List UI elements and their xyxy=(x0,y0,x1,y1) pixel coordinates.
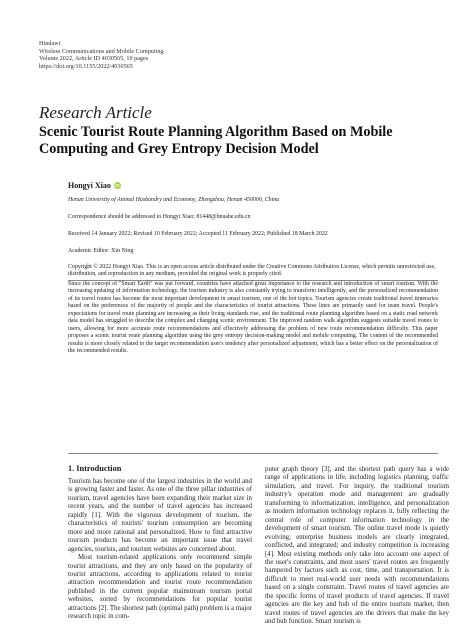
abstract: Since the concept of "Smart Earth" was put forward, countries have attached great importance to the research and introduction of smart tourism. With the increasing updating of information technology, the tourism industry is also constantly trying to transform intelligently, and the personalized recommendation of its travel routes has become the most important development in smart tourism, one of the hot topics. Tourism agencies create traditional travel itineraries based on the preferences of the majority of people and the characteristics of tourist attractions. These lines are primarily used for team travel. People's expectations for travel route planning are increasing as their living standards rise, and the traditional route planning algorithm based on a static road network data model has struggled to describe the complex and changing scenic environment. The improved random walk algorithm suggests suitable travel routes to users, allowing for more accurate route recommendations and effectively addressing the problem of new route recommendation difficulty. This paper proposes a scenic tourist route planning algorithm using the grey entropy decision-making model and mobile computing. The content of the recommended results is more closely related to the target recommendation user's tendency after personalized adjustment, which has a better effect on the personalization of the recommended results. xyxy=(68,281,438,355)
journal-name: Wireless Communications and Mobile Computing xyxy=(39,47,164,55)
right-column xyxy=(265,466,449,627)
publication-dates: Received 14 January 2022; Revised 10 February 2022; Accepted 11 February 2022; Published 18 March 2022 xyxy=(68,231,328,237)
journal-header xyxy=(39,40,164,70)
paper-title: Scenic Tourist Route Planning Algorithm Based on Mobile Computing and Grey Entropy Decision Model xyxy=(39,124,393,157)
academic-editor: Academic Editor: Xin Ning xyxy=(68,248,134,254)
correspondence: Correspondence should be addressed to Hongyi Xiao; 81448@hnuahe.edu.cn xyxy=(68,214,251,220)
section-title-introduction: 1. Introduction xyxy=(68,464,122,473)
affiliation: Henan University of Animal Husbandry and Economy, Zhengzhou, Henan 450000, China xyxy=(68,197,280,203)
left-column xyxy=(68,478,252,622)
publisher-name: Hindawi xyxy=(39,40,61,47)
orcid-icon[interactable]: iD xyxy=(115,183,120,188)
copyright-notice: Copyright © 2022 Hongyi Xiao. This is an open access article distributed under the Creative Commons Attribution License, which permits unrestricted use, distribution, and reproduction in any medium, provided the original work is properly cited. xyxy=(68,264,436,277)
paragraph: Most tourism-related applications only recommend simple tourist attractions, and they are only based on the popularity of tourist attractions, according to applications related to tourist attraction recommendation and tourist route recommendation published in the current popular mainstream tourism portal websites, sorted by recommendations for popular tourist attractions [2]. The shortest path (optimal path) problem is a major research topic in com- xyxy=(68,554,252,621)
article-kind: Research Article xyxy=(39,103,152,122)
author-row xyxy=(68,181,121,190)
volume-info: Volume 2022, Article ID 4030565, 10 pages xyxy=(39,55,149,63)
abstract-bottom-rule xyxy=(68,453,438,454)
doi-link[interactable]: https://doi.org/10.1155/2022/4030565 xyxy=(39,62,133,70)
paragraph: puter graph theory [3], and the shortest path query has a wide range of applications in life, including logistics planning, traffic simulation, and travel. For inquiry, the traditional tourism industry's operation mode and management are gradually transforming to informatization, intelligence, and personalization as modern information technology replaces it, fully reflecting the central role of computer information technology in the development of smart tourism. The online travel mode is quietly evolving; enterprise business models are clearly integrated, conflicted, and integrated; and industry competition is increasing [4]. Most existing methods only take into account one aspect of the user's constraints, and most users' travel routes are frequently hampered by factors such as cost, time, and transportation. It is difficult to meet real-world user needs with recommendations based on a single constraint. Travel routes of travel agencies are the specific forms of travel products of travel agencies. If travel agencies are the key and hub of the entire tourism market, then travel routes of travel agencies are the drivers that make the key and hub function. Smart tourism is xyxy=(265,466,449,626)
paragraph: Tourism has become one of the largest industries in the world and is growing faster and faster. As one of the three pillar industries of tourism, travel agencies have been expanding their market size in recent years, and the number of travel agencies has increased rapidly [1]. With the vigorous development of tourism, the characteristics of tourists' tourism consumption are becoming more and more rational and personalized. How to find attractive tourism products has become an important issue that travel agencies, tourists, and tourism websites are concerned about. xyxy=(68,478,252,553)
author-name: Hongyi Xiao xyxy=(68,181,111,190)
